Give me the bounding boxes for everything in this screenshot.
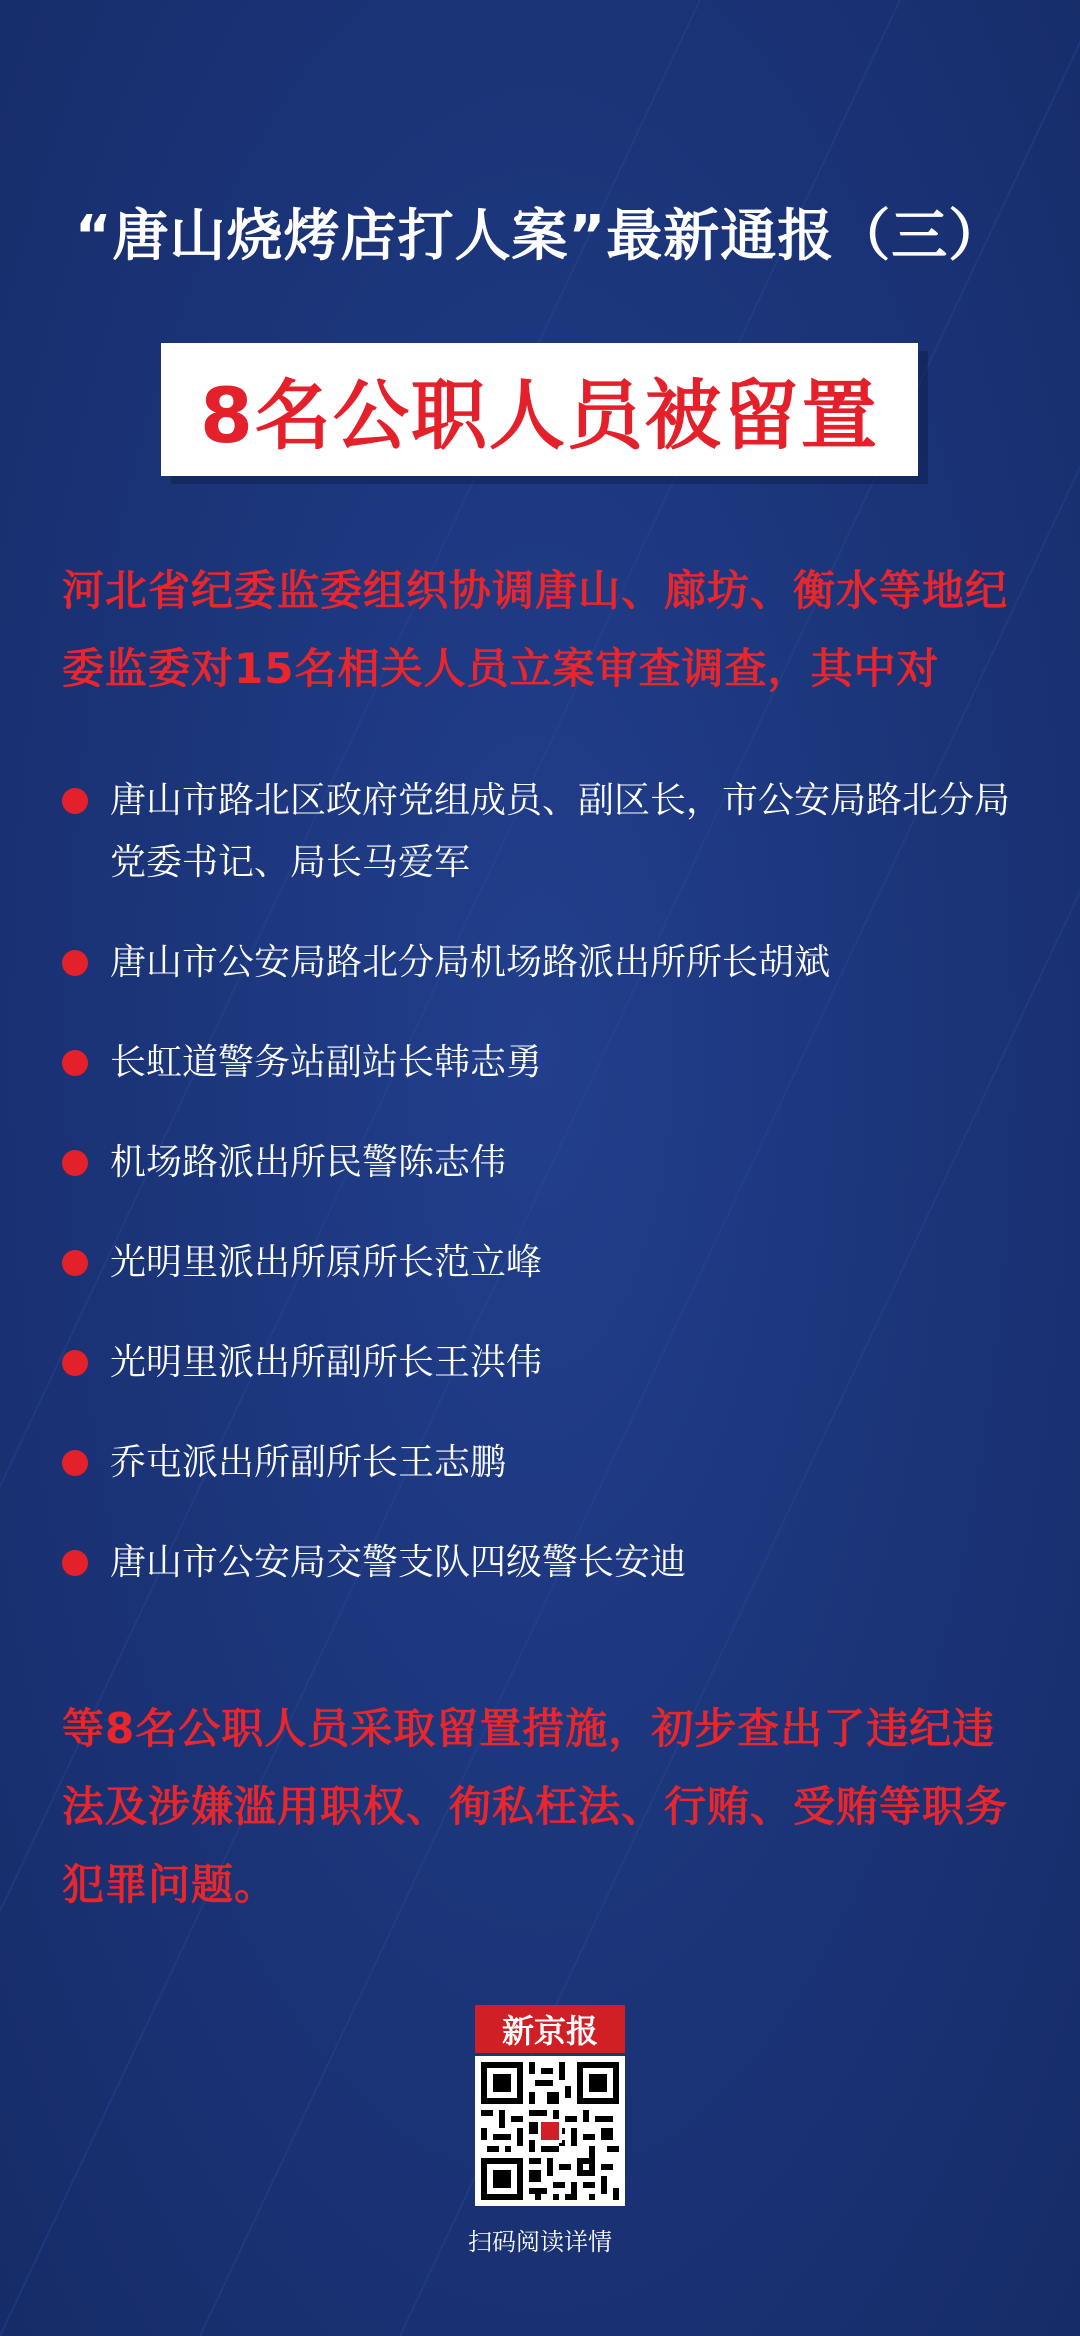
- list-item-text: 长虹道警务站副站长韩志勇: [110, 1042, 543, 1083]
- list-item-text: 光明里派出所原所长范立峰: [110, 1242, 543, 1283]
- list-item: [62, 1332, 1022, 1394]
- headline-text: 8名公职人员被留置: [200, 371, 879, 460]
- list-item-text: 光明里派出所副所长王洪伟: [110, 1342, 543, 1383]
- list-item: [62, 770, 1022, 894]
- list-item-text: 唐山市路北区政府党组成员、副区长，市公安局路北分局党委书记、局长马爱军: [110, 780, 1011, 883]
- list-item: [62, 1032, 1022, 1094]
- qr-caption: 扫码阅读详情: [468, 2228, 612, 2256]
- bullet-dot-icon: [62, 788, 88, 814]
- qr-code-icon: [475, 2056, 625, 2206]
- list-item-text: 唐山市公安局交警支队四级警长安迪: [110, 1542, 687, 1583]
- bullet-dot-icon: [62, 1350, 88, 1376]
- bullet-dot-icon: [62, 1150, 88, 1176]
- list-item: [62, 1232, 1022, 1294]
- qr-code[interactable]: [475, 2056, 625, 2206]
- list-item: [62, 1432, 1022, 1494]
- list-item-text: 机场路派出所民警陈志伟: [110, 1142, 507, 1183]
- bullet-dot-icon: [62, 1450, 88, 1476]
- bullet-dot-icon: [62, 950, 88, 976]
- list-item-text: 乔屯派出所副所长王志鹏: [110, 1442, 507, 1483]
- bullet-dot-icon: [62, 1250, 88, 1276]
- list-item-text: 唐山市公安局路北分局机场路派出所所长胡斌: [110, 942, 831, 983]
- list-item: [62, 1532, 1022, 1594]
- outro-paragraph: 等8名公职人员采取留置措施，初步查出了违纪违法及涉嫌滥用职权、徇私枉法、行贿、受贿等职务犯罪问题。: [62, 1704, 1009, 1909]
- detained-officials-list: [62, 770, 1022, 1632]
- bullet-dot-icon: [62, 1050, 88, 1076]
- xinjingbao-logo: 新京报: [475, 2005, 625, 2053]
- headline-banner: [161, 343, 918, 476]
- bullet-dot-icon: [62, 1550, 88, 1576]
- list-item: [62, 932, 1022, 994]
- page-title: “唐山烧烤店打人案”最新通报（三）: [74, 204, 1006, 269]
- intro-paragraph: 河北省纪委监委组织协调唐山、廊坊、衡水等地纪委监委对15名相关人员立案审查调查，其中对: [62, 566, 1009, 693]
- list-item: [62, 1132, 1022, 1194]
